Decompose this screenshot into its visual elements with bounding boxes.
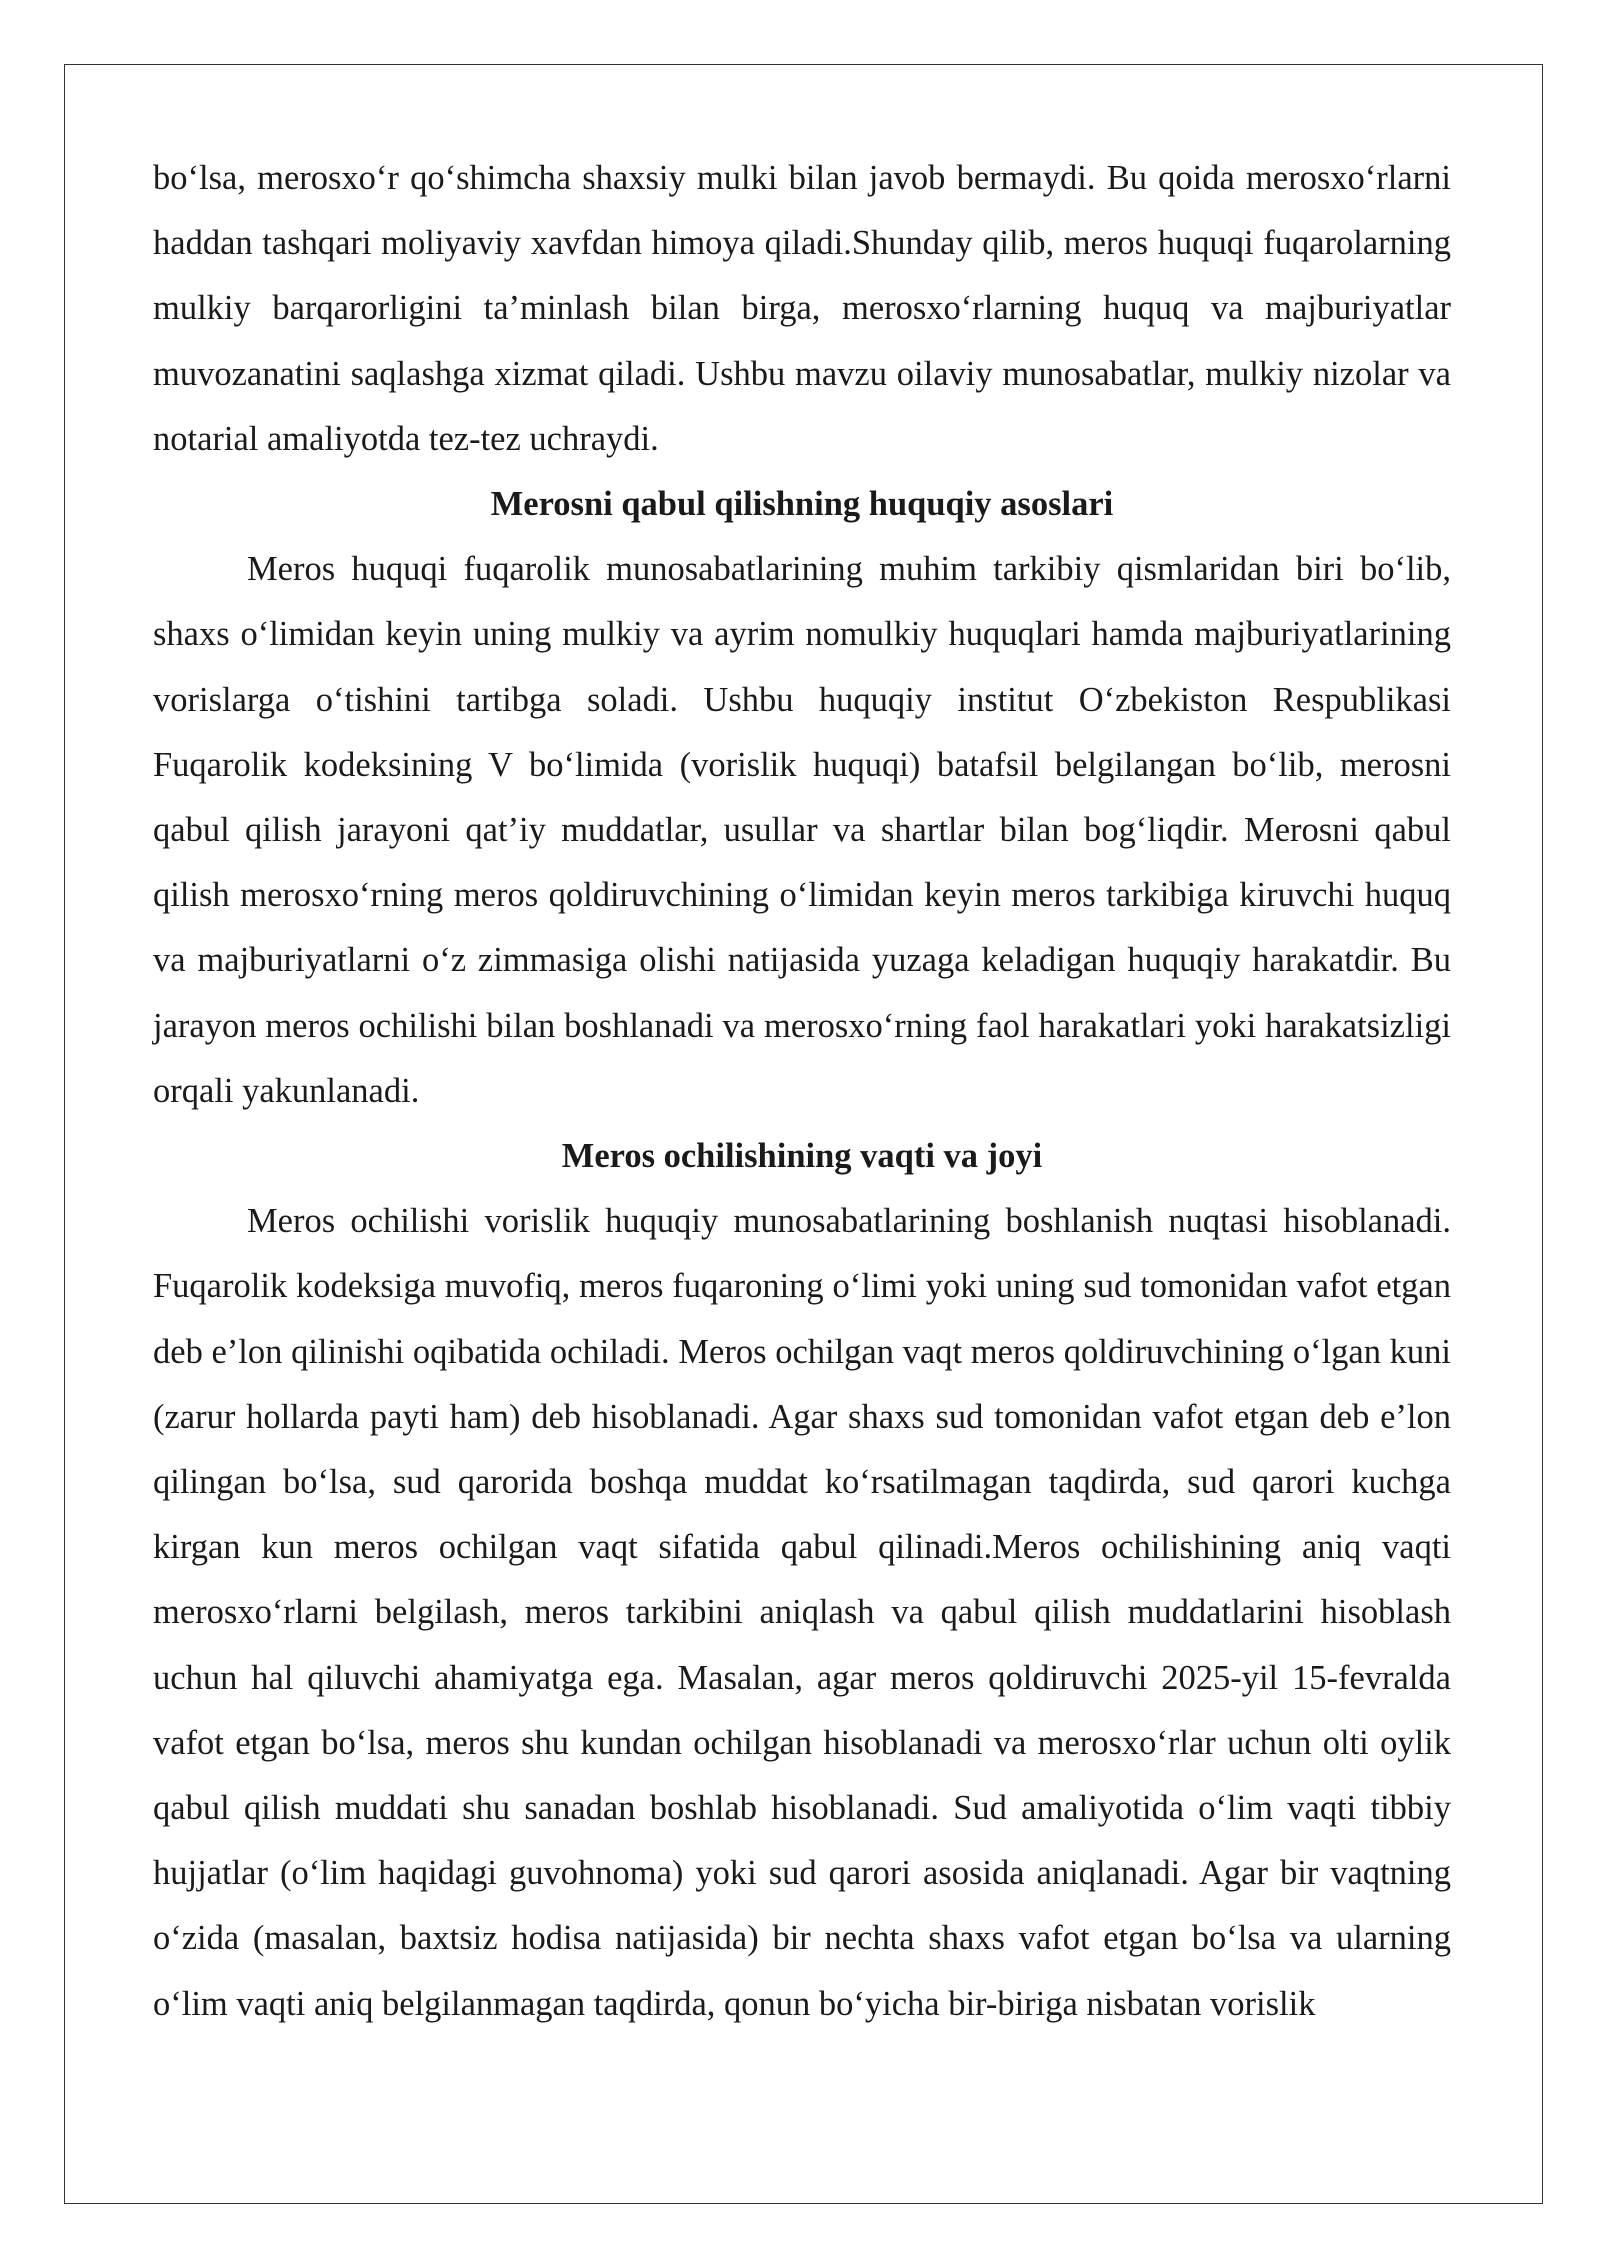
section-paragraph-legal-basis: Meros huquqi fuqarolik munosabatlarining muhim tarkibiy qismlaridan biri bo‘lib, shaxs o‘limidan keyin uning mulkiy va ayrim nomulkiy huquqlari hamda majburiyatlarining vorislarga o‘tishini tartibga soladi. Ushbu huquqiy institut O‘zbekiston Respublikasi Fuqarolik kodeksining V bo‘limida (vorislik huquqi) batafsil belgilangan bo‘lib, merosni qabul qilish jarayoni qat’iy muddatlar, usullar va shartlar bilan bog‘liqdir. Merosni qabul qilish merosxo‘rning meros qoldiruvchining o‘limidan keyin meros tarkibiga kiruvchi huquq va majburiyatlarni o‘z zimmasiga olishi natijasida yuzaga keladigan huquqiy harakatdir. Bu jarayon meros ochilishi bilan boshlanadi va merosxo‘rning faol harakatlari yoki harakatsizligi orqali yakunlanadi. <box>153 550 1451 1110</box>
document-body <box>153 146 1451 2037</box>
section-heading-time-and-place: Meros ochilishining vaqti va joyi <box>561 1137 1043 1176</box>
section-paragraph-time-and-place: Meros ochilishi vorislik huquqiy munosabatlarining boshlanish nuqtasi hisoblanadi. Fuqarolik kodeksiga muvofiq, meros fuqaroning o‘limi yoki uning sud tomonidan vafot etgan deb e’lon qilinishi oqibatida ochiladi. Meros ochilgan vaqt meros qoldiruvchining o‘lgan kuni (zarur hollarda payti ham) deb hisoblanadi. Agar shaxs sud tomonidan vafot etgan deb e’lon qilingan bo‘lsa, sud qarorida boshqa muddat ko‘rsatilmagan taqdirda, sud qarori kuchga kirgan kun meros ochilgan vaqt sifatida qabul qilinadi.Meros ochilishining aniq vaqti merosxo‘rlarni belgilash, meros tarkibini aniqlash va qabul qilish muddatlarini hisoblash uchun hal qiluvchi ahamiyatga ega. Masalan, agar meros qoldiruvchi 2025-yil 15-fevralda vafot etgan bo‘lsa, meros shu kundan ochilgan hisoblanadi va merosxo‘rlar uchun olti oylik qabul qilish muddati shu sanadan boshlab hisoblanadi. Sud amaliyotida o‘lim vaqti tibbiy hujjatlar (o‘lim haqidagi guvohnoma) yoki sud qarori asosida aniqlanadi. Agar bir vaqtning o‘zida (masalan, baxtsiz hodisa natijasida) bir nechta shaxs vafot etgan bo‘lsa va ularning o‘lim vaqti aniq belgilanmagan taqdirda, qonun bo‘yicha bir-biriga nisbatan vorislik <box>153 1202 1451 2023</box>
section-heading-legal-basis: Merosni qabul qilishning huquqiy asoslari <box>490 485 1114 524</box>
intro-paragraph: bo‘lsa, merosxo‘r qo‘shimcha shaxsiy mulki bilan javob bermaydi. Bu qoida merosxo‘rlarni haddan tashqari moliyaviy xavfdan himoya qiladi.Shunday qilib, meros huquqi fuqarolarning mulkiy barqarorligini ta’minlash bilan birga, merosxo‘rlarning huquq va majburiyatlar muvozanatini saqlashga xizmat qiladi. Ushbu mavzu oilaviy munosabatlar, mulkiy nizolar va notarial amaliyotda tez-tez uchraydi. <box>153 159 1451 458</box>
